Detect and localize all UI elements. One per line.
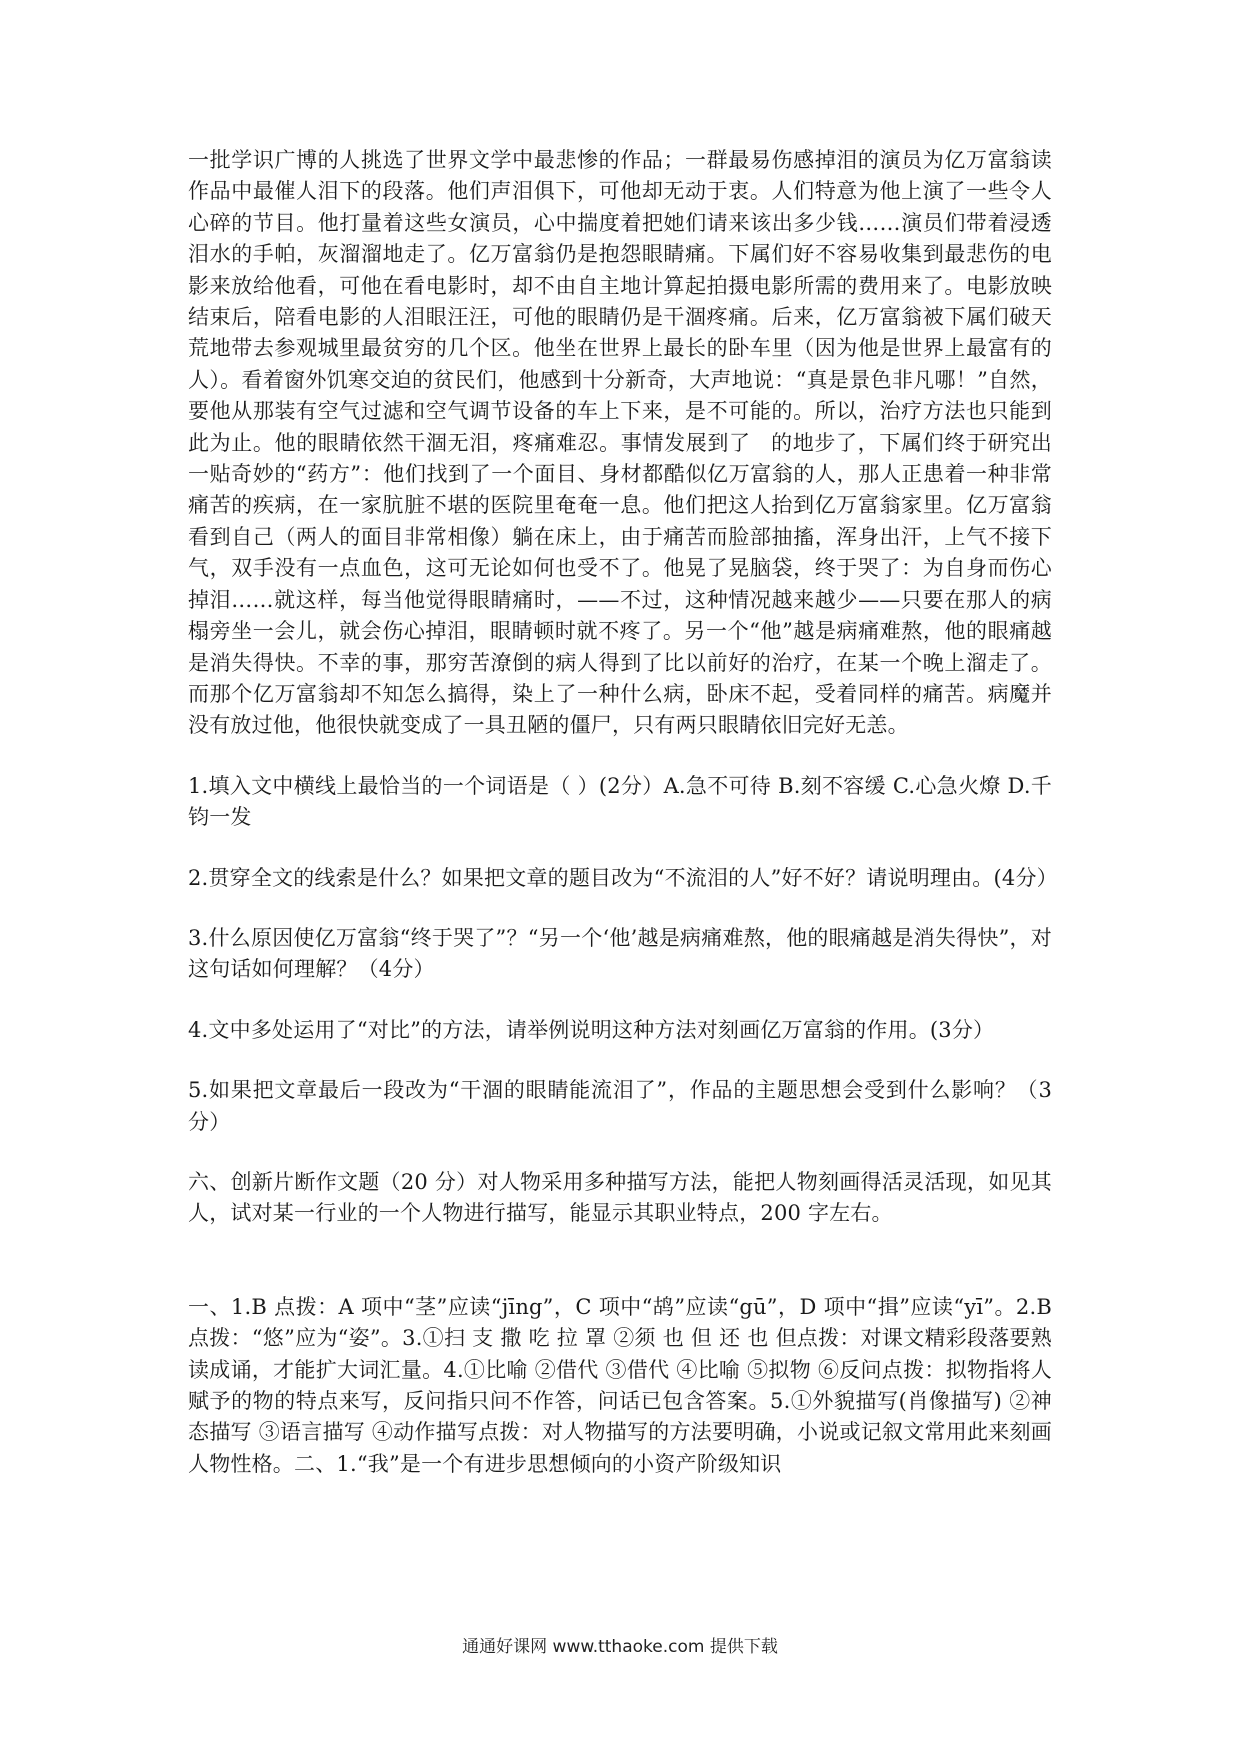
question-4: 4.文中多处运用了“对比”的方法，请举例说明这种方法对刻画亿万富翁的作用。(3分）	[188, 1017, 995, 1042]
question-3: 3.什么原因使亿万富翁“终于哭了”？“另一个‘他’越是病痛难熬，他的眼痛越是消失得快”，对这句话如何理解？（4分）	[188, 925, 1052, 982]
question-1: 1.填入文中横线上最恰当的一个词语是（ ）(2分）A.急不可待 B.刻不容缓 C.心急火燎 D.千钧一发	[188, 773, 1052, 830]
question-5: 5.如果把文章最后一段改为“干涸的眼睛能流泪了”，作品的主题思想会受到什么影响？（3分）	[188, 1078, 1052, 1134]
section-six-writing-task: 六、创新片断作文题（20 分）对人物采用多种描写方法，能把人物刻画得活灵活现，如见其人，试对某一行业的一个人物进行描写，能显示其职业特点，200 字左右。	[188, 1169, 1052, 1226]
answer-key: 一、1.B 点拨：A 项中“茎”应读“jīng”，C 项中“鸪”应读“gū”，D 项中“揖”应读“yī”。2.B 点拨：“悠”应为“姿”。3.①扫 支 撒 吃 拉 罩 ②须 也 但 还 也 但点拨：对课文精彩段落要熟读成诵，才能扩大词汇量。4.①比喻 ②借代 ③借代 ④比喻 ⑤拟物 ⑥反问点拨：拟物指将人赋予的物的特点来写，反问指只问不作答，问话已包含答案。5.①外貌描写(肖像描写) ②神态描写 ③语言描写 ④动作描写点拨：对人物描写的方法要明确，小说或记叙文常用此来刻画人物性格。二、1.“我”是一个有进步思想倾向的小资产阶级知识	[188, 1294, 1052, 1476]
page-footer: 通通好课网 www.tthaoke.com 提供下载	[462, 1637, 778, 1657]
passage-text-after-blank: 的地步了，下属们终于研究出一贴奇妙的“药方”：他们找到了一个面目、身材都酷似亿万富翁的人，那人正患着一种非常痛苦的疾病，在一家肮脏不堪的医院里奄奄一息。他们把这人抬到亿万富翁家里。亿万富翁看到自己（两人的面目非常相像）躺在床上，由于痛苦而脸部抽搐，浑身出汗，上气不接下气，双手没有一点血色，这可无论如何也受不了。他晃了晃脑袋，终于哭了：为自身而伤心掉泪……就这样，每当他觉得眼睛痛时，——不过，这种情况越来越少——只要在那人的病榻旁坐一会儿，就会伤心掉泪，眼睛顿时就不疼了。另一个“他”越是病痛难熬，他的眼痛越是消失得快。不幸的事，那穷苦潦倒的病人得到了比以前好的治疗，在某一个晚上溜走了。而那个亿万富翁却不知怎么搞得，染上了一种什么病，卧床不起，受着同样的痛苦。病魔并没有放过他，他很快就变成了一具丑陋的僵尸，只有两只眼睛依旧完好无恙。	[188, 430, 1052, 738]
passage-text: 一批学识广博的人挑选了世界文学中最悲惨的作品；一群最易伤感掉泪的演员为亿万富翁读作品中最催人泪下的段落。他们声泪俱下，可他却无动于衷。人们特意为他上演了一些令人心碎的节目。他打量着这些女演员，心中揣度着把她们请来该出多少钱……演员们带着浸透泪水的手帕，灰溜溜地走了。亿万富翁仍是抱怨眼睛痛。下属们好不容易收集到最悲伤的电影来放给他看，可他在看电影时，却不由自主地计算起拍摄电影所需的费用来了。电影放映结束后，陪看电影的人泪眼汪汪，可他的眼睛仍是干涸疼痛。后来，亿万富翁被下属们破天荒地带去参观城里最贫穷的几个区。他坐在世界上最长的卧车里（因为他是世界上最富有的人）。看着窗外饥寒交迫的贫民们，他感到十分新奇，大声地说：“真是景色非凡哪！”自然，要他从那装有空气过滤和空气调节设备的车上下来，是不可能的。所以，治疗方法也只能到此为止。他的眼睛依然干涸无泪，疼痛难忍。事情发展到了	[188, 148, 1052, 455]
document-body	[188, 145, 1058, 1480]
question-2: 2.贯穿全文的线索是什么？如果把文章的题目改为“不流泪的人”好不好？请说明理由。(4分）	[188, 865, 1058, 890]
passage-paragraph	[188, 145, 1052, 742]
